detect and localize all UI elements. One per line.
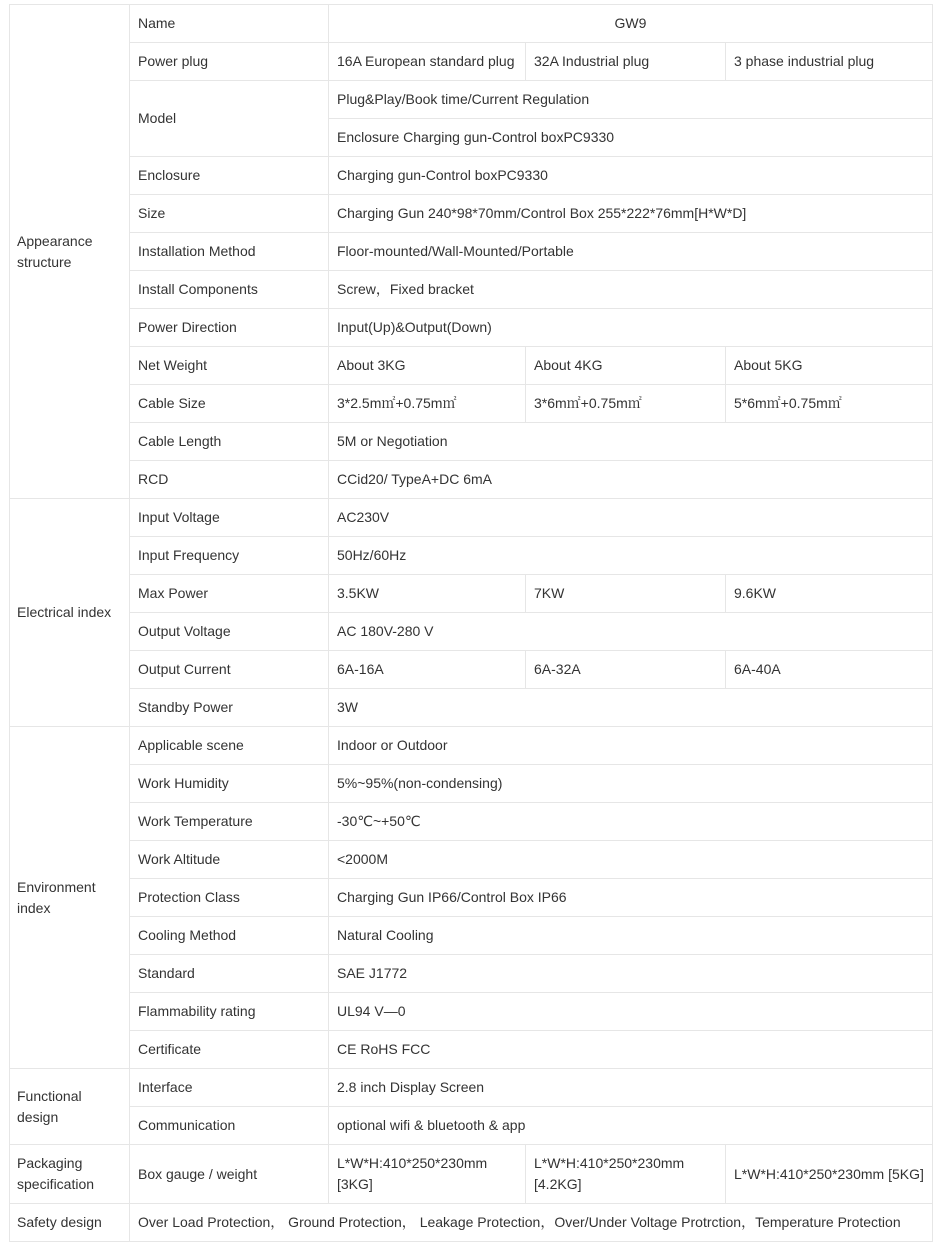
spec-value-power-plug-3: 3 phase industrial plug <box>726 43 933 81</box>
spec-label-work-temperature: Work Temperature <box>130 803 329 841</box>
table-row <box>10 1145 933 1204</box>
table-row <box>10 81 933 119</box>
spec-label-output-current: Output Current <box>130 651 329 689</box>
spec-label-certificate: Certificate <box>130 1031 329 1069</box>
table-row <box>10 461 933 499</box>
table-row <box>10 385 933 423</box>
spec-value-flammability-rating: UL94 V—0 <box>329 993 933 1031</box>
table-row <box>10 309 933 347</box>
spec-value-input-voltage: AC230V <box>329 499 933 537</box>
spec-value-protection-class: Charging Gun IP66/Control Box IP66 <box>329 879 933 917</box>
spec-label-interface: Interface <box>130 1069 329 1107</box>
category-electrical-index: Electrical index <box>10 499 130 727</box>
spec-label-rcd: RCD <box>130 461 329 499</box>
spec-label-net-weight: Net Weight <box>130 347 329 385</box>
spec-label-power-direction: Power Direction <box>130 309 329 347</box>
spec-value-output-current-1: 6A-16A <box>329 651 526 689</box>
spec-value-communication: optional wifi & bluetooth & app <box>329 1107 933 1145</box>
spec-label-model: Model <box>130 81 329 157</box>
spec-value-max-power-3: 9.6KW <box>726 575 933 613</box>
spec-value-rcd: CCid20/ TypeA+DC 6mA <box>329 461 933 499</box>
spec-value-applicable-scene: Indoor or Outdoor <box>329 727 933 765</box>
spec-value-cable-size-3: 5*6m㎡+0.75m㎡ <box>726 385 933 423</box>
spec-value-installation-method: Floor-mounted/Wall-Mounted/Portable <box>329 233 933 271</box>
spec-label-enclosure: Enclosure <box>130 157 329 195</box>
spec-label-install-components: Install Components <box>130 271 329 309</box>
table-row <box>10 613 933 651</box>
table-row <box>10 879 933 917</box>
spec-value-output-voltage: AC 180V-280 V <box>329 613 933 651</box>
spec-label-flammability-rating: Flammability rating <box>130 993 329 1031</box>
table-row <box>10 195 933 233</box>
spec-value-output-current-2: 6A-32A <box>526 651 726 689</box>
spec-value-net-weight-3: About 5KG <box>726 347 933 385</box>
table-row <box>10 423 933 461</box>
spec-value-net-weight-2: About 4KG <box>526 347 726 385</box>
spec-value-power-direction: Input(Up)&Output(Down) <box>329 309 933 347</box>
spec-label-max-power: Max Power <box>130 575 329 613</box>
table-row <box>10 803 933 841</box>
spec-label-applicable-scene: Applicable scene <box>130 727 329 765</box>
spec-value-net-weight-1: About 3KG <box>329 347 526 385</box>
table-row <box>10 917 933 955</box>
spec-label-cable-length: Cable Length <box>130 423 329 461</box>
table-row <box>10 1107 933 1145</box>
table-row <box>10 993 933 1031</box>
spec-value-power-plug-1: 16A European standard plug <box>329 43 526 81</box>
spec-label-power-plug: Power plug <box>130 43 329 81</box>
table-row <box>10 347 933 385</box>
spec-value-cable-size-1: 3*2.5m㎡+0.75m㎡ <box>329 385 526 423</box>
table-row <box>10 841 933 879</box>
spec-label-communication: Communication <box>130 1107 329 1145</box>
spec-value-cooling-method: Natural Cooling <box>329 917 933 955</box>
table-row <box>10 651 933 689</box>
spec-value-work-temperature: -30℃~+50℃ <box>329 803 933 841</box>
spec-value-cable-length: 5M or Negotiation <box>329 423 933 461</box>
spec-value-standby-power: 3W <box>329 689 933 727</box>
spec-label-input-frequency: Input Frequency <box>130 537 329 575</box>
spec-label-input-voltage: Input Voltage <box>130 499 329 537</box>
spec-label-protection-class: Protection Class <box>130 879 329 917</box>
spec-value-cable-size-2: 3*6m㎡+0.75m㎡ <box>526 385 726 423</box>
spec-label-size: Size <box>130 195 329 233</box>
table-row <box>10 157 933 195</box>
spec-label-work-humidity: Work Humidity <box>130 765 329 803</box>
spec-value-enclosure: Charging gun-Control boxPC9330 <box>329 157 933 195</box>
table-row <box>10 955 933 993</box>
spec-value-power-plug-2: 32A Industrial plug <box>526 43 726 81</box>
spec-value-work-humidity: 5%~95%(non-condensing) <box>329 765 933 803</box>
spec-label-cooling-method: Cooling Method <box>130 917 329 955</box>
table-row <box>10 271 933 309</box>
table-row <box>10 233 933 271</box>
table-row <box>10 499 933 537</box>
table-row <box>10 765 933 803</box>
spec-value-box-gauge-3: L*W*H:410*250*230mm [5KG] <box>726 1145 933 1204</box>
spec-label-installation-method: Installation Method <box>130 233 329 271</box>
table-row <box>10 689 933 727</box>
table-row <box>10 575 933 613</box>
spec-value-output-current-3: 6A-40A <box>726 651 933 689</box>
spec-value-standard: SAE J1772 <box>329 955 933 993</box>
spec-value-model-line2: Enclosure Charging gun-Control boxPC9330 <box>329 119 933 157</box>
category-safety-design: Safety design <box>10 1204 130 1242</box>
table-row <box>10 1069 933 1107</box>
spec-label-work-altitude: Work Altitude <box>130 841 329 879</box>
table-row <box>10 43 933 81</box>
spec-value-work-altitude: <2000M <box>329 841 933 879</box>
table-row <box>10 537 933 575</box>
spec-value-max-power-2: 7KW <box>526 575 726 613</box>
spec-value-safety-design: Over Load Protection， Ground Protection， Leakage Protection，Over/Under Voltage Protrction，Temperature Protection <box>130 1204 933 1242</box>
spec-label-name: Name <box>130 5 329 43</box>
category-packaging-specification: Packaging specification <box>10 1145 130 1204</box>
category-environment-index: Environment index <box>10 727 130 1069</box>
spec-label-output-voltage: Output Voltage <box>130 613 329 651</box>
spec-value-box-gauge-1: L*W*H:410*250*230mm [3KG] <box>329 1145 526 1204</box>
table-row <box>10 1204 933 1242</box>
spec-value-interface: 2.8 inch Display Screen <box>329 1069 933 1107</box>
spec-label-standard: Standard <box>130 955 329 993</box>
spec-value-box-gauge-2: L*W*H:410*250*230mm [4.2KG] <box>526 1145 726 1204</box>
spec-value-certificate: CE RoHS FCC <box>329 1031 933 1069</box>
spec-value-name: GW9 <box>329 5 933 43</box>
spec-value-input-frequency: 50Hz/60Hz <box>329 537 933 575</box>
spec-value-install-components: Screw，Fixed bracket <box>329 271 933 309</box>
spec-value-model-line1: Plug&Play/Book time/Current Regulation <box>329 81 933 119</box>
spec-value-max-power-1: 3.5KW <box>329 575 526 613</box>
spec-label-box-gauge: Box gauge / weight <box>130 1145 329 1204</box>
category-appearance-structure: Appearance structure <box>10 5 130 499</box>
spec-label-cable-size: Cable Size <box>130 385 329 423</box>
category-functional-design: Functional design <box>10 1069 130 1145</box>
table-row <box>10 727 933 765</box>
spec-table <box>9 4 933 1242</box>
table-row <box>10 1031 933 1069</box>
spec-label-standby-power: Standby Power <box>130 689 329 727</box>
spec-value-size: Charging Gun 240*98*70mm/Control Box 255*222*76mm[H*W*D] <box>329 195 933 233</box>
table-row <box>10 5 933 43</box>
